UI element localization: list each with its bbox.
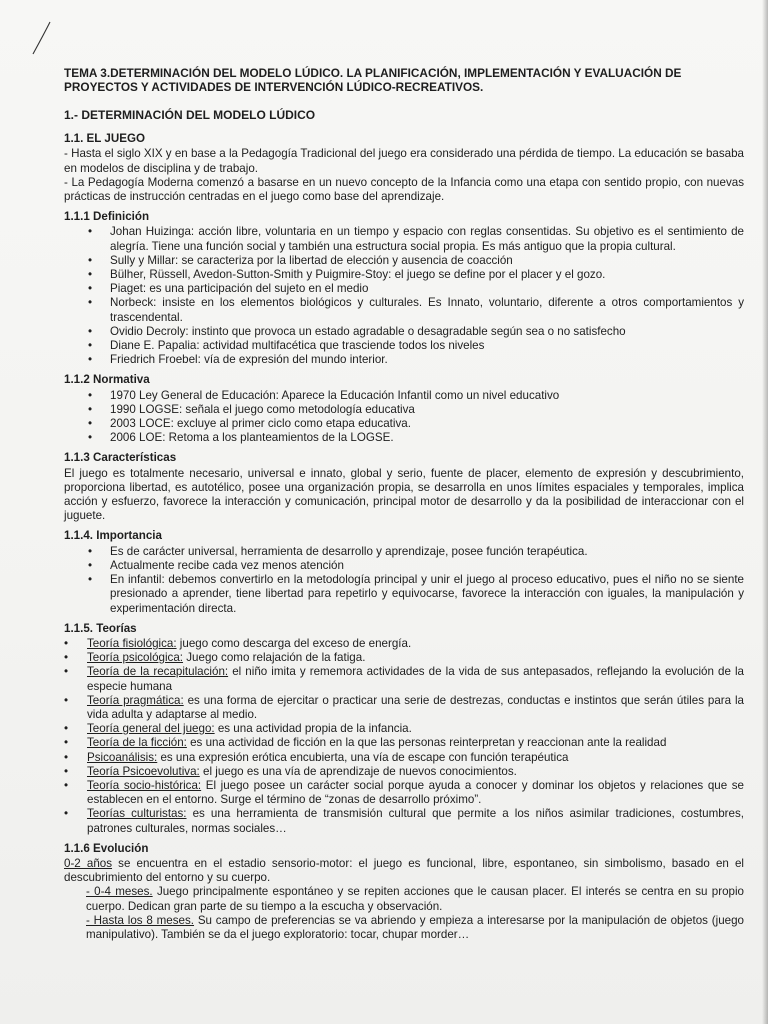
list-item — [64, 651, 744, 665]
theory-description: El juego posee un carácter social porque ayuda a conocer y dominar los objetos y relaciones que se establecen en el entorno. Surge el término de “zonas de desarrollo próximo”. — [87, 778, 744, 807]
list-item: • Friedrich Froebel: vía de expresión del mundo interior. — [64, 353, 744, 367]
page-edge-shadow — [762, 0, 768, 1024]
list-item: • Piaget: es una participación del sujeto en el medio — [64, 282, 744, 296]
list-item: • Diane E. Papalia: actividad multifacética que trasciende todos los niveles — [64, 339, 744, 353]
section-title: 1.- DETERMINACIÓN DEL MODELO LÚDICO — [64, 108, 316, 122]
list-item: • Es de carácter universal, herramienta de desarrollo y aprendizaje, posee función terapéutica. — [64, 545, 744, 559]
subsection-heading-juego: 1.1. EL JUEGO — [64, 132, 145, 146]
definition-list — [64, 225, 744, 367]
theory-name: Teoría psicológica: — [87, 651, 184, 665]
importancia-list — [64, 545, 744, 616]
subsection-heading-importancia: 1.1.4. Importancia — [64, 529, 162, 543]
theory-name: Teorías culturistas: — [87, 807, 187, 821]
stage-text: Su campo de preferencias se va abriendo y empieza a interesarse por la manipulación de objetos (juego manipulativo). También se da el juego exploratorio: tocar, chupar morder… — [86, 913, 745, 941]
list-item — [64, 765, 744, 779]
pen-stroke-mark — [28, 18, 58, 58]
stage-block — [64, 914, 744, 942]
age-range-text: se encuentra en el estadio sensorio-motor: el juego es funcional, libre, espontaneo, sin simbolismo, basado en el descubrimiento del entorno y su cuerpo. — [64, 856, 745, 885]
theory-name: Teoría de la ficción: — [87, 736, 187, 750]
list-item: • 2003 LOCE: excluye al primer ciclo como etapa educativa. — [64, 417, 744, 431]
stage-label: - Hasta los 8 meses. — [86, 913, 195, 927]
theory-description: el juego es una vía de aprendizaje de nuevos conocimientos. — [199, 764, 517, 778]
theory-name: Teoría de la recapitulación: — [87, 665, 229, 679]
theory-name: Teoría socio-histórica: — [87, 778, 202, 792]
theory-description: es una actividad de ficción en la que las personas reinterpretan y reaccionan ante la realidad — [186, 736, 667, 750]
stage-label: - 0-4 meses. — [86, 885, 153, 899]
theory-description: es una expresión erótica encubierta, una vía de escape con función terapéutica — [157, 750, 569, 764]
subsection-heading-evolucion: 1.1.6 Evolución — [64, 841, 149, 855]
theory-description: juego como descarga del exceso de energía. — [176, 636, 412, 650]
theory-description: el niño imita y rememora actividades de la vida de sus antepasados, reflejando la evolución de la especie humana — [87, 665, 744, 693]
list-item — [64, 722, 744, 736]
document-title: TEMA 3.DETERMINACIÓN DEL MODELO LÚDICO. LA PLANIFICACIÓN, IMPLEMENTACIÓN Y EVALUACIÓN DE PROYECTOS Y ACTIVIDADES DE INTERVENCIÓN LÚDICO-RECREATIVOS. — [64, 66, 682, 94]
list-item — [64, 779, 744, 807]
document-body — [64, 66, 744, 942]
age-range-label: 0-2 años — [64, 856, 113, 870]
list-item: • Johan Huizinga: acción libre, voluntaria en un tiempo y espacio con reglas consentidas. Su objetivo es el sentimiento de alegría. Tiene una función social y también una estructura social propia. Es más antiguo que la propia cultural. — [64, 225, 744, 253]
subsection-heading-definicion: 1.1.1 Definición — [64, 210, 150, 224]
theory-name: Teoría pragmática: — [87, 693, 184, 707]
subsection-heading-caracteristicas: 1.1.3 Características — [64, 451, 177, 465]
paragraph: - La Pedagogía Moderna comenzó a basarse en un nuevo concepto de la Infancia como una etapa con sentido propio, con nuevas prácticas de instrucción centradas en el juego como base del aprendizaje. — [64, 175, 744, 204]
theory-name: Psicoanálisis: — [87, 750, 158, 764]
list-item: • En infantil: debemos convertirlo en la metodología principal y unir el juego al proceso educativo, pues el niño no se siente presionado a aprender, tiene libertad para repetirlo y equivocarse, favorece la interacción con iguales, la manipulación y experimentación directa. — [64, 573, 744, 616]
theory-description: es una herramienta de transmisión cultural que permite a los niños asimilar tradiciones, costumbres, patrones culturales, normas sociales… — [87, 807, 744, 835]
paragraph — [64, 857, 744, 885]
stage-block — [64, 885, 744, 913]
theory-description: Juego como relajación de la fatiga. — [183, 651, 366, 665]
paragraph: - Hasta el siglo XIX y en base a la Pedagogía Tradicional del juego era considerado una pérdida de tiempo. La educación se basaba en modelos de disciplina y de trabajo. — [64, 147, 744, 175]
list-item: • 2006 LOE: Retoma a los planteamientos de la LOGSE. — [64, 431, 744, 445]
theory-description: es una forma de ejercitar o practicar una serie de destrezas, conductas e instintos que serán útiles para la vida adulta y adaptarse al medio. — [87, 693, 744, 721]
list-item: • 1990 LOGSE: señala el juego como metodología educativa — [64, 403, 744, 417]
paragraph: El juego es totalmente necesario, universal e innato, global y serio, fuente de placer, elemento de expresión y descubrimiento, proporciona libertad, es autotélico, posee una organización propia, se desarrolla en unos límites espaciales y temporales, implica acción y esfuerzo, favorece la interacción y comunicación, principal motor de desarrollo y da la posibilidad de interaccionar con el juguete. — [64, 466, 744, 523]
list-item — [64, 807, 744, 835]
teorias-list — [64, 637, 744, 836]
list-item — [64, 736, 744, 750]
normativa-list — [64, 389, 744, 446]
subsection-heading-normativa: 1.1.2 Normativa — [64, 373, 150, 387]
list-item — [64, 751, 744, 765]
list-item: • Bülher, Rüssell, Avedon-Sutton-Smith y Puigmire-Stoy: el juego se define por el placer y el gozo. — [64, 268, 744, 282]
subsection-heading-teorias: 1.1.5. Teorías — [64, 621, 137, 635]
theory-name: Teoría fisiológica: — [87, 636, 177, 650]
theory-name: Teoría general del juego: — [87, 722, 215, 736]
list-item — [64, 694, 744, 722]
list-item — [64, 637, 744, 651]
theory-name: Teoría Psicoevolutiva: — [87, 764, 200, 778]
list-item: • Actualmente recibe cada vez menos atención — [64, 559, 744, 573]
list-item: • Norbeck: insiste en los elementos biológicos y culturales. Es Innato, voluntario, diferente a otros comportamientos y trascendental. — [64, 296, 744, 324]
list-item: • Sully y Millar: se caracteriza por la libertad de elección y ausencia de coacción — [64, 254, 744, 268]
list-item: • Ovidio Decroly: instinto que provoca un estado agradable o desagradable según sea o no satisfecho — [64, 325, 744, 339]
theory-description: es una actividad propia de la infancia. — [214, 722, 412, 736]
stage-text: Juego principalmente espontáneo y se repiten acciones que le causan placer. El interés se centra en su propio cuerpo. Dedican gran parte de su tiempo a la escucha y observación. — [86, 885, 744, 913]
list-item — [64, 665, 744, 693]
list-item: • 1970 Ley General de Educación: Aparece la Educación Infantil como un nivel educativo — [64, 389, 744, 403]
